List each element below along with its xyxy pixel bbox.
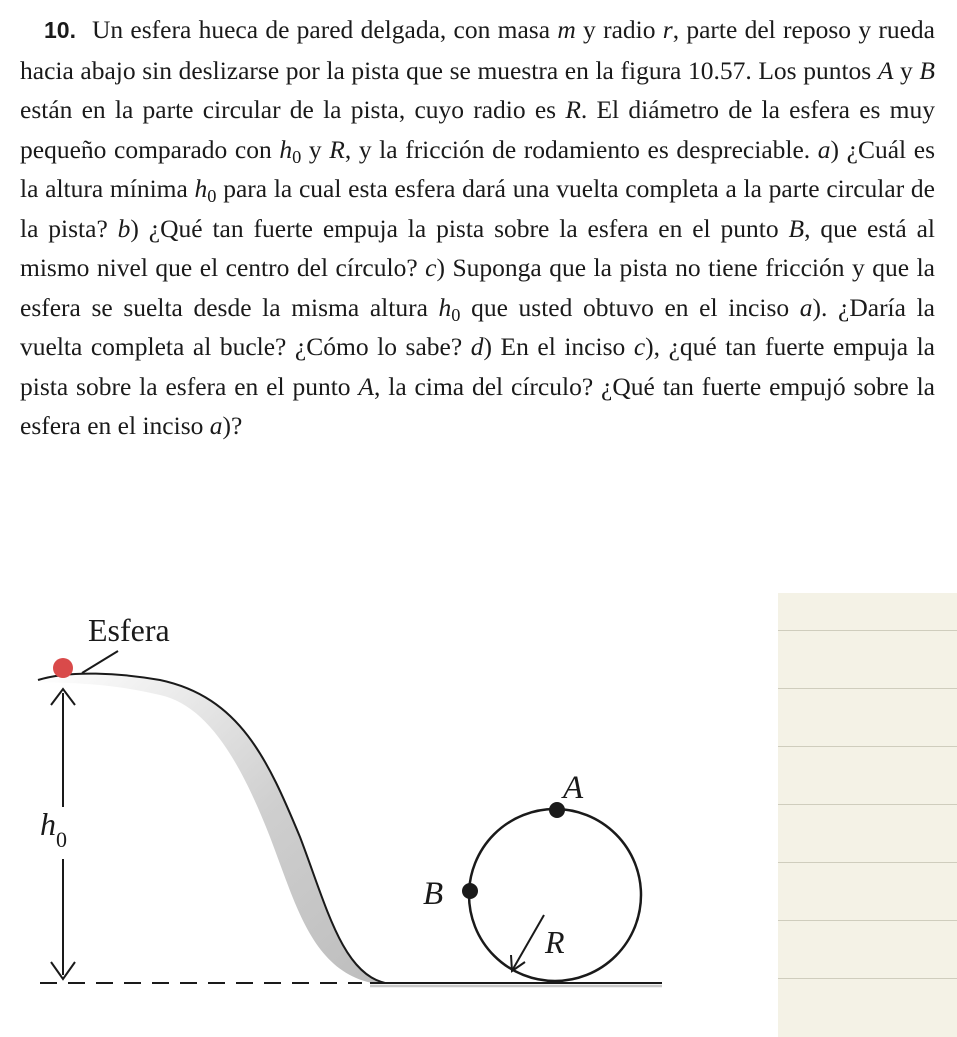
height-label: $h_0$ xyxy=(40,806,67,852)
problem-number: 10. xyxy=(44,17,76,43)
text-run: )? xyxy=(222,411,243,440)
notes-rule xyxy=(778,920,957,921)
math-variable: d xyxy=(470,332,484,361)
notes-panel xyxy=(778,593,957,1037)
math-variable: h xyxy=(438,292,452,322)
text-run: , parte del reposo y rueda hacia abajo sin deslizarse por la pista que se muestra en la figura 10.57. Los puntos xyxy=(20,15,935,85)
text-run: para la cual esta esfera dará una vuelta completa a la parte circular de la pista? xyxy=(20,174,936,243)
text-run: ) ¿Qué tan fuerte empuja la pista sobre la esfera en el punto xyxy=(130,213,789,243)
math-variable: A xyxy=(358,371,374,401)
math-variable: r xyxy=(662,15,673,44)
text-run: y radio xyxy=(575,15,663,44)
math-variable: b xyxy=(117,213,131,243)
math-variable: R xyxy=(329,134,345,164)
math-variable: a xyxy=(817,134,831,164)
text-run: están en la parte circular de la pista, cuyo radio es xyxy=(20,95,566,124)
math-variable: a xyxy=(209,411,223,440)
math-subscript: 0 xyxy=(292,146,302,167)
point-b-label: B xyxy=(423,876,444,912)
text-run: , que está al mismo nivel que el centro del círculo? xyxy=(20,213,935,282)
notes-rule xyxy=(778,804,957,805)
math-variable: R xyxy=(565,95,581,124)
math-subscript: 0 xyxy=(451,304,461,325)
ramp-shading xyxy=(38,674,385,983)
sphere-label: Esfera xyxy=(88,612,170,648)
problem-text xyxy=(20,10,935,446)
math-variable: h xyxy=(279,134,293,164)
math-subscript: 0 xyxy=(207,186,217,207)
math-variable: a xyxy=(799,292,813,322)
radius-label: R xyxy=(545,924,565,960)
notes-rule xyxy=(778,978,957,979)
notes-rule xyxy=(778,746,957,747)
notes-rule xyxy=(778,688,957,689)
text-run: ) ¿Cuál es la altura mínima xyxy=(20,134,935,203)
math-variable: m xyxy=(557,15,576,44)
math-variable: c xyxy=(633,332,646,361)
radius-arrow-line xyxy=(513,915,544,969)
math-variable: h xyxy=(194,174,208,203)
sphere-pointer-line xyxy=(82,651,118,673)
text-run: ) Suponga que la pista no tiene fricción y que la esfera se suelta desde la misma altura xyxy=(20,253,935,322)
math-variable: A xyxy=(877,55,894,85)
text-run: y xyxy=(301,134,330,164)
text-run: . El diámetro de la esfera es muy pequeño comparado con xyxy=(20,95,935,164)
problem-body xyxy=(20,15,935,440)
math-variable: B xyxy=(919,55,935,85)
track-figure xyxy=(0,585,780,1037)
point-a-label: A xyxy=(563,770,584,806)
math-variable: B xyxy=(788,213,805,243)
text-run: ). ¿Daría la vuelta completa al bucle? ¿Cómo lo sabe? xyxy=(20,292,935,361)
text-run: , y la fricción de rodamiento es despreciable. xyxy=(344,134,818,164)
sphere-dot xyxy=(53,658,73,678)
text-run: , la cima del círculo? ¿Qué tan fuerte empujó sobre la esfera en el inciso xyxy=(20,371,935,440)
math-variable: c xyxy=(425,253,437,282)
text-run: y xyxy=(893,55,920,85)
text-run: ) En el inciso xyxy=(483,332,634,361)
text-run: ), ¿qué tan fuerte empuja la pista sobre la esfera en el punto xyxy=(20,332,935,401)
notes-rule xyxy=(778,862,957,863)
text-run: Un esfera hueca de pared delgada, con masa xyxy=(91,15,558,44)
text-run: que usted obtuvo en el inciso xyxy=(460,292,800,322)
notes-rule xyxy=(778,630,957,631)
point-b-dot xyxy=(462,883,478,899)
